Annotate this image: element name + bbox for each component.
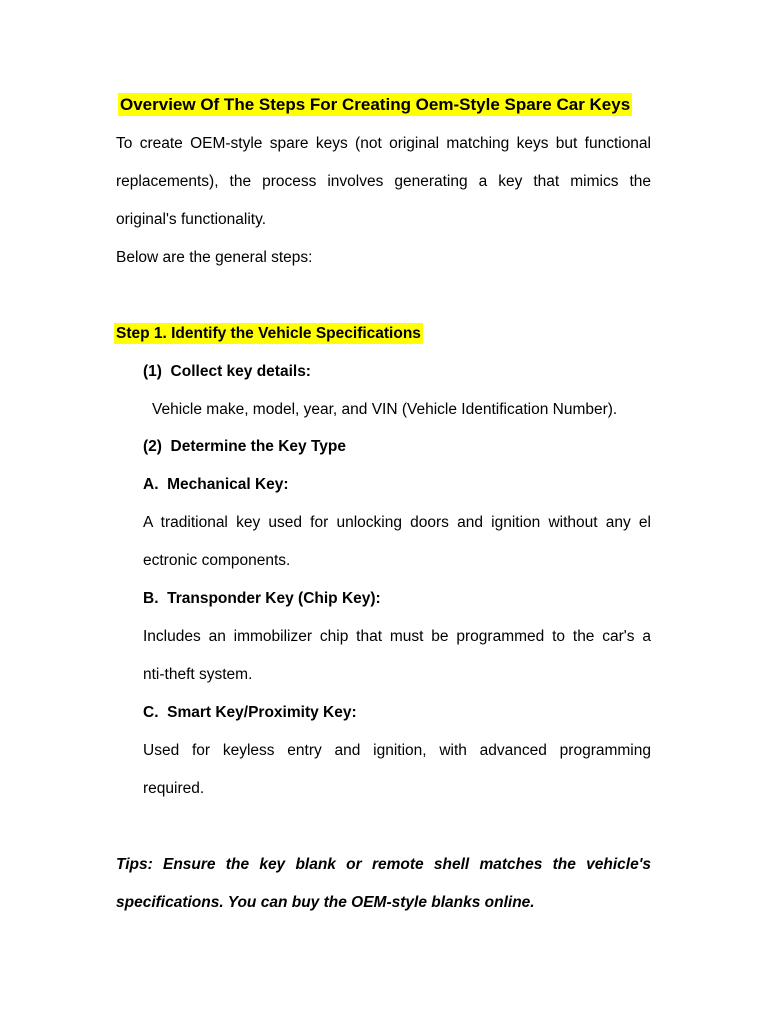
key-a-line-1: A traditional key used for unlocking doors and ignition without any el: [143, 514, 651, 531]
item2-heading: (2) Determine the Key Type: [143, 438, 346, 455]
step1-heading: Step 1. Identify the Vehicle Specifications: [116, 325, 421, 342]
intro-line-3: original's functionality.: [116, 211, 266, 228]
key-c-line-2: required.: [143, 780, 205, 797]
item1-heading: (1) Collect key details:: [143, 363, 311, 380]
key-a-heading: A. Mechanical Key:: [143, 476, 289, 493]
key-c-line-1: Used for keyless entry and ignition, with advanced programming: [143, 742, 651, 759]
title-wrapper: [118, 95, 632, 116]
document-title: Overview Of The Steps For Creating Oem-Style Spare Car Keys: [120, 95, 631, 114]
key-b-line-1: Includes an immobilizer chip that must be programmed to the car's a: [143, 628, 651, 645]
key-a-line-2: ectronic components.: [143, 552, 291, 569]
intro-line-1: To create OEM-style spare keys (not original matching keys but functional: [116, 135, 651, 152]
key-b-heading: B. Transponder Key (Chip Key):: [143, 590, 381, 607]
tips-line-1: Tips: Ensure the key blank or remote shell matches the vehicle's: [116, 856, 651, 873]
key-c-heading: C. Smart Key/Proximity Key:: [143, 704, 357, 721]
tips-line-2: specifications. You can buy the OEM-style blanks online.: [116, 894, 535, 911]
intro-line-2: replacements), the process involves generating a key that mimics the: [116, 173, 651, 190]
item1-text: Vehicle make, model, year, and VIN (Vehicle Identification Number).: [152, 401, 618, 418]
key-b-line-2: nti-theft system.: [143, 666, 253, 683]
step1-heading-wrapper: [114, 324, 423, 344]
intro-line-4: Below are the general steps:: [116, 249, 313, 266]
